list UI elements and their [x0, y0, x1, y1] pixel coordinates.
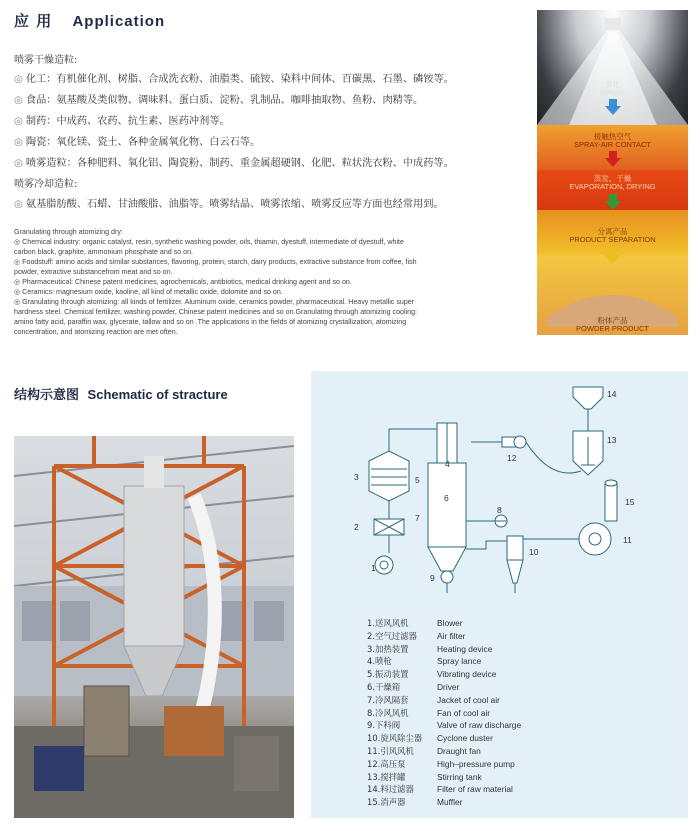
legend-row: 9.下料阀 Valve of raw discharge [367, 720, 522, 731]
cn-item: ◎ 陶瓷：氧化镁、瓷土、各种金属氧化物、白云石等。 [14, 137, 261, 148]
label-7: 7 [415, 513, 420, 523]
contact-label-cn: 接触热空气 [593, 132, 632, 141]
schematic-title-cn: 结构示意图 [14, 388, 80, 403]
label-5: 5 [415, 475, 420, 485]
cn-item: ◎ 喷雾造粒：各种肥料、氧化铝、陶瓷粉、制药、重金属超硬钢、化肥、粒状洗衣粉、中成药等。 [14, 158, 454, 169]
label-2: 2 [354, 522, 359, 532]
down-arrow-icon [605, 99, 621, 115]
legend-row: 14.料过滤器 Filter of raw material [367, 784, 513, 795]
schematic-title-en: Schematic of stracture [87, 387, 228, 402]
legend-row: 10.旋风除尘器 Cyclone duster [367, 733, 493, 744]
legend-row: 6.干燥箱 Driver [367, 681, 460, 692]
legend-row: 11.引风风机 Draught fan [367, 745, 481, 756]
evaporation-label-cn: 蒸发、干燥 [593, 174, 632, 183]
label-9: 9 [430, 573, 435, 583]
powder-label-cn: 粉体产品 [597, 316, 628, 325]
label-8: 8 [497, 505, 502, 515]
legend-row: 1.送风风机 Blower [367, 618, 463, 628]
plant-photo [14, 436, 294, 818]
spray-process-image [537, 10, 688, 335]
evaporation-label-en: EVAPORATION, DRYING [569, 182, 656, 191]
english-description: Granulating through atomizing dry: ◎ Chemical industry: organic catalyst, resin, synthetic washing powder, oils, thiamin, dyestuff, intermediate of dyestuff, white carbon black, graphite, ammonium phosphate and so on. ◎ Foodstuff: amino acids and similar substances, flavoring, protein, starch, dairy products, extractive substance from coffee, fish powder, extractive substancefrom meat and so on. ◎ Pharmaceutical: Chinese patent medicines, agrochemicals, antibiotics, medical drinking agent and so on. ◎ Ceramics: magnesium oxide, kaoline, all kind of metallic oxide, dolomite and so on. ◎ Granulating through atomizing: all kinds of fertilizer. Aluminum oxide, ceramics powder, pharmaceutical. Heavy metallic super hardness steel. Chemical fertilizer, washing powder, Chinese patent medicines and so on.Granulating through atomizing cooling: amino fatty acid, paraffin wax, glycerate, tallow and so on .The applications in the fields of atomizing crystallization, atomizing concentration, and atomizing reaction are met often. [14, 228, 417, 336]
legend-row: 13.搅拌罐 Stirring tank [367, 771, 482, 782]
separation-label-en: PRODUCT SEPARATION [569, 235, 656, 244]
application-title-en: Application [72, 13, 166, 30]
legend-row: 15.消声器 Muffler [367, 797, 463, 808]
application-title-cn: 应 用 [14, 12, 53, 30]
separation-label-cn: 分离产品 [597, 227, 628, 236]
contact-label-en: SPRAY-AIR CONTACT [574, 140, 651, 149]
label-11: 11 [623, 535, 632, 545]
label-10: 10 [529, 547, 539, 557]
cn-item: ◎ 化工：有机催化剂、树脂、合成洗衣粉、油脂类、硫铵、染料中间体、百碳黑、石墨、磷铵等。 [14, 74, 454, 85]
application-heading [14, 10, 165, 31]
spray-label-cn: 雾化 [605, 80, 620, 89]
cn-item: ◎ 制药：中成药、农药、抗生素、医药冲剂等。 [14, 116, 230, 127]
cn-item: ◎ 食品：氨基酸及类似物、调味料、蛋白质、淀粉、乳制品、咖啡抽取物、鱼粉、肉精等。 [14, 95, 424, 106]
schematic-legend [367, 617, 521, 809]
label-6: 6 [444, 493, 449, 503]
schematic-diagram [311, 371, 688, 618]
down-arrow-icon [605, 248, 621, 264]
legend-row: 12.高压泵 High–pressure pump [367, 758, 515, 769]
label-14: 14 [607, 389, 617, 399]
label-12: 12 [507, 453, 517, 463]
spray-drying-heading: 喷雾干燥造粒: [14, 55, 78, 66]
tower-structure-image [14, 436, 294, 818]
legend-row: 4.喷枪 Spray lance [367, 656, 482, 667]
schematic-heading [14, 384, 228, 403]
cooling-item: ◎ 氨基脂肪酸、石蜡、甘油酸脂、油脂等。喷雾结晶、喷雾浓缩、喷雾反应等方面也经常用到。 [14, 199, 444, 210]
legend-row: 5.振动装置 Vibrating device [367, 669, 497, 680]
label-1: 1 [371, 563, 376, 573]
down-arrow-icon [605, 194, 621, 210]
legend-row: 3.加热装置 Heating device [367, 643, 493, 654]
cooling-heading: 喷雾冷却造粒: [14, 179, 78, 190]
powder-label-en: POWDER PRODUCT [576, 324, 649, 333]
down-arrow-icon [605, 151, 621, 167]
spray-label-en: SPRAY [600, 88, 625, 97]
label-4: 4 [445, 459, 450, 469]
label-15: 15 [625, 497, 635, 507]
legend-row: 2.空气过滤器 Air filter [367, 630, 466, 641]
label-3: 3 [354, 472, 359, 482]
label-13: 13 [607, 435, 617, 445]
legend-row: 8.冷风风机 Fan of cool air [367, 707, 491, 718]
legend-row: 7.冷风隔套 Jacket of cool air [367, 694, 500, 705]
